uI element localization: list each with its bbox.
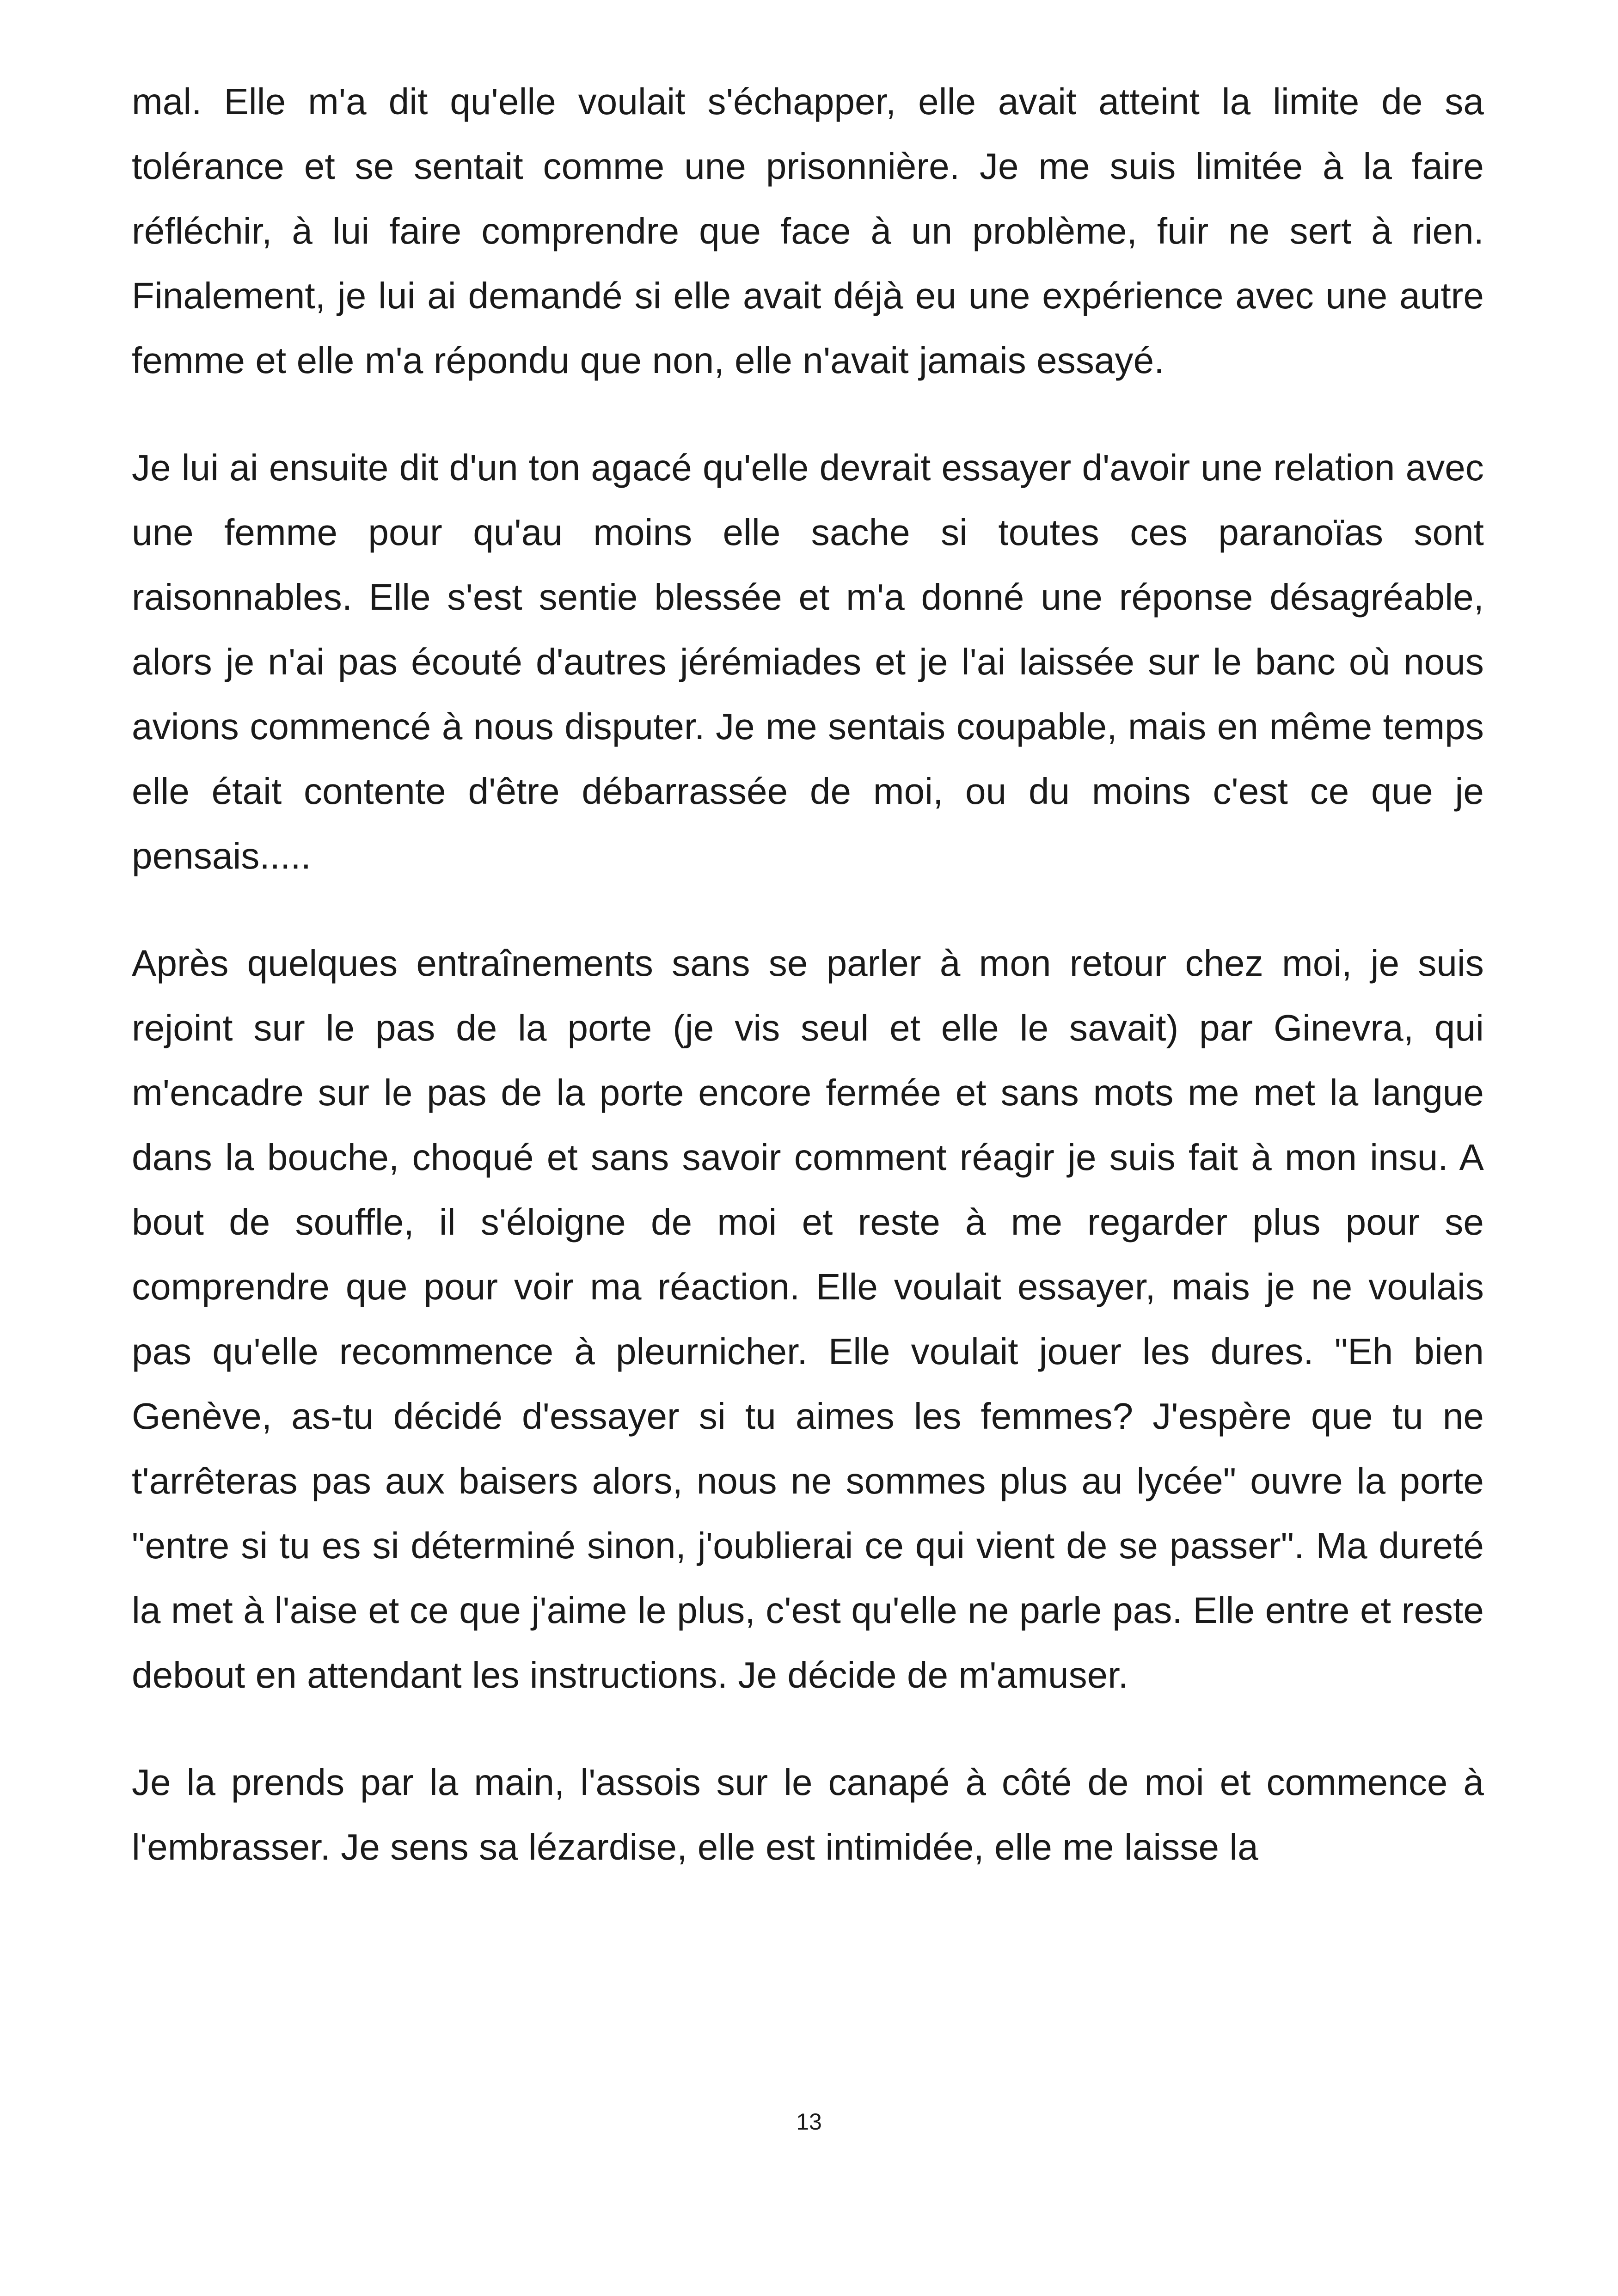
paragraph-3: Après quelques entraînements sans se parler à mon retour chez moi, je suis rejoint sur le pas de la porte (je vis seul et elle le savait) par Ginevra, qui m'encadre sur le pas de la porte encore fermée et sans mots me met la langue dans la bouche, choqué et sans savoir comment réagir je suis fait à mon insu. A bout de souffle, il s'éloigne de moi et reste à me regarder plus pour se comprendre que pour voir ma réaction. Elle voulait essayer, mais je ne voulais pas qu'elle recommence à pleurnicher. Elle voulait jouer les dures. "Eh bien Genève, as-tu décidé d'essayer si tu aimes les femmes? J'espère que tu ne t'arrêteras pas aux baisers alors, nous ne sommes plus au lycée" ouvre la porte "entre si tu es si déterminé sinon, j'oublierai ce qui vient de se passer". Ma dureté la met à l'aise et ce que j'aime le plus, c'est qu'elle ne parle pas. Elle entre et reste debout en attendant les instructions. Je décide de m'amuser. [132,943,1484,1696]
paragraph-2: Je lui ai ensuite dit d'un ton agacé qu'elle devrait essayer d'avoir une relation avec une femme pour qu'au moins elle sache si toutes ces paranoïas sont raisonnables. Elle s'est sentie blessée et m'a donné une réponse désagréable, alors je n'ai pas écouté d'autres jérémiades et je l'ai laissée sur le banc où nous avions commencé à nous disputer. Je me sentais coupable, mais en même temps elle était contente d'être débarrassée de moi, ou du moins c'est ce que je pensais..... [132,447,1484,876]
page-body [132,69,1484,1922]
paragraph-4: Je la prends par la main, l'assois sur le canapé à côté de moi et commence à l'embrasser. Je sens sa lézardise, elle est intimidée, elle me laisse la [132,1762,1484,1867]
paragraph-1: mal. Elle m'a dit qu'elle voulait s'échapper, elle avait atteint la limite de sa tolérance et se sentait comme une prisonnière. Je me suis limitée à la faire réfléchir, à lui faire comprendre que face à un problème, fuir ne sert à rien. Finalement, je lui ai demandé si elle avait déjà eu une expérience avec une autre femme et elle m'a répondu que non, elle n'avait jamais essayé. [132,81,1484,381]
page-number: 13 [796,2109,822,2135]
